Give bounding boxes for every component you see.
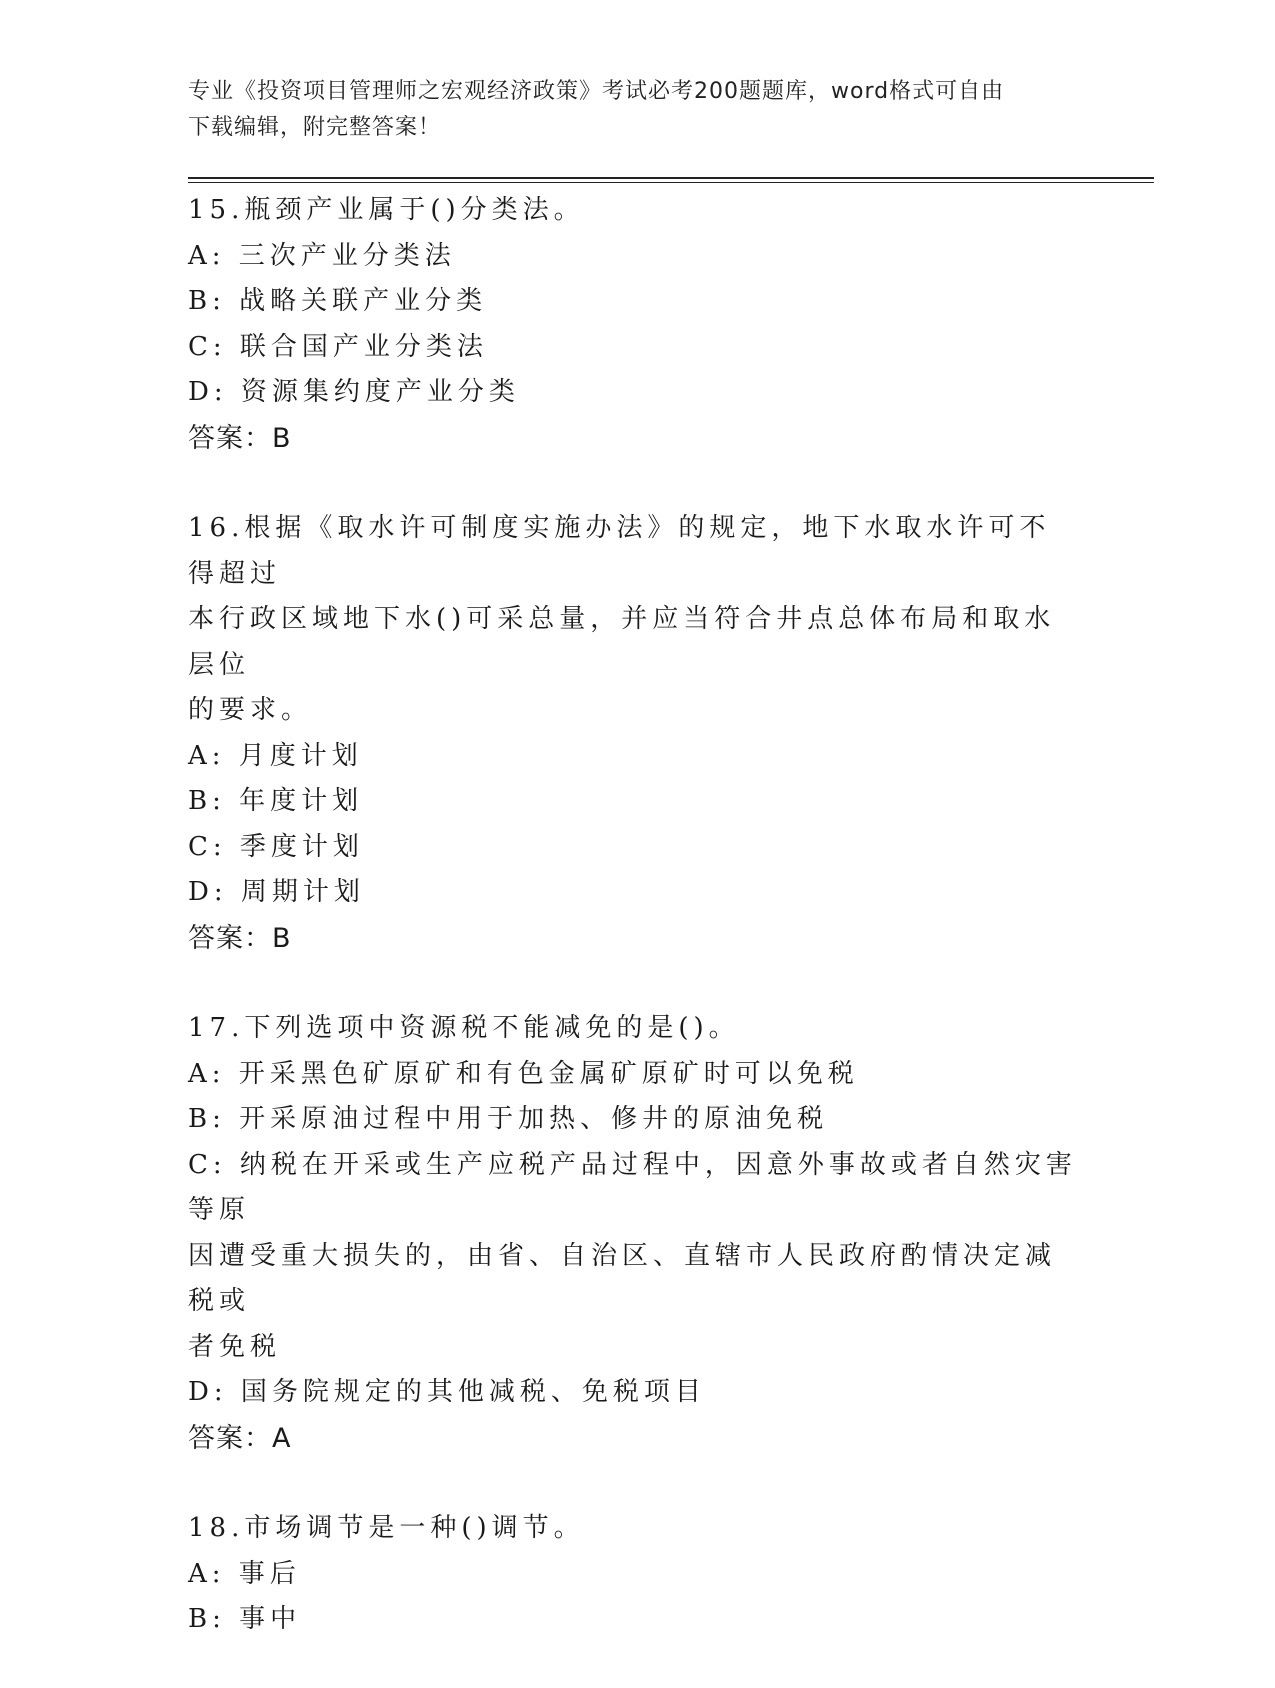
option-c: C: 纳税在开采或生产应税产品过程中，因意外事故或者自然灾害等原 (188, 1149, 1077, 1225)
question-list (188, 188, 1078, 1688)
question-16 (188, 506, 1078, 961)
option-a: A: 事后 (188, 1558, 301, 1589)
option-a: A: 三次产业分类法 (188, 240, 456, 271)
option-c-cont: 者免税 (188, 1331, 282, 1362)
option-a: A: 月度计划 (188, 740, 363, 771)
question-stem-cont: 的要求。 (188, 695, 313, 725)
question-stem: 16.根据《取水许可制度实施办法》的规定，地下水取水许可不得超过 (188, 513, 1051, 589)
option-b: B: 年度计划 (188, 786, 364, 816)
option-b: B: 开采原油过程中用于加热、修井的原油免税 (188, 1104, 829, 1134)
document-header (188, 74, 1068, 146)
question-stem-cont: 本行政区域地下水()可采总量，并应当符合井点总体布局和取水层位 (188, 604, 1056, 680)
question-stem: 17.下列选项中资源税不能减免的是()。 (188, 1013, 740, 1043)
header-divider-thin (188, 182, 1154, 183)
answer-line: 答案：B (188, 422, 292, 454)
header-line-1: 专业《投资项目管理师之宏观经济政策》考试必考200题题库，word格式可自由 (188, 79, 1005, 104)
option-c-cont: 因遭受重大损失的，由省、自治区、直辖市人民政府酌情决定减税或 (188, 1240, 1057, 1316)
question-17 (188, 1006, 1078, 1461)
question-15 (188, 188, 1078, 461)
answer-line: 答案：A (188, 1422, 292, 1454)
header-line-2: 下载编辑，附完整答案！ (188, 115, 442, 140)
answer-line: 答案：B (188, 922, 292, 954)
question-18 (188, 1506, 1078, 1643)
question-stem: 18.市场调节是一种()调节。 (188, 1513, 585, 1543)
option-d: D: 资源集约度产业分类 (188, 377, 520, 407)
option-a: A: 开采黑色矿原矿和有色金属矿原矿时可以免税 (188, 1058, 859, 1089)
option-c: C: 联合国产业分类法 (188, 331, 488, 362)
question-stem: 15.瓶颈产业属于()分类法。 (188, 195, 585, 225)
option-b: B: 事中 (188, 1604, 302, 1634)
option-d: D: 周期计划 (188, 877, 365, 907)
header-divider-thick (188, 177, 1154, 179)
option-c: C: 季度计划 (188, 831, 364, 862)
option-b: B: 战略关联产业分类 (188, 286, 488, 316)
option-d: D: 国务院规定的其他减税、免税项目 (188, 1377, 706, 1407)
